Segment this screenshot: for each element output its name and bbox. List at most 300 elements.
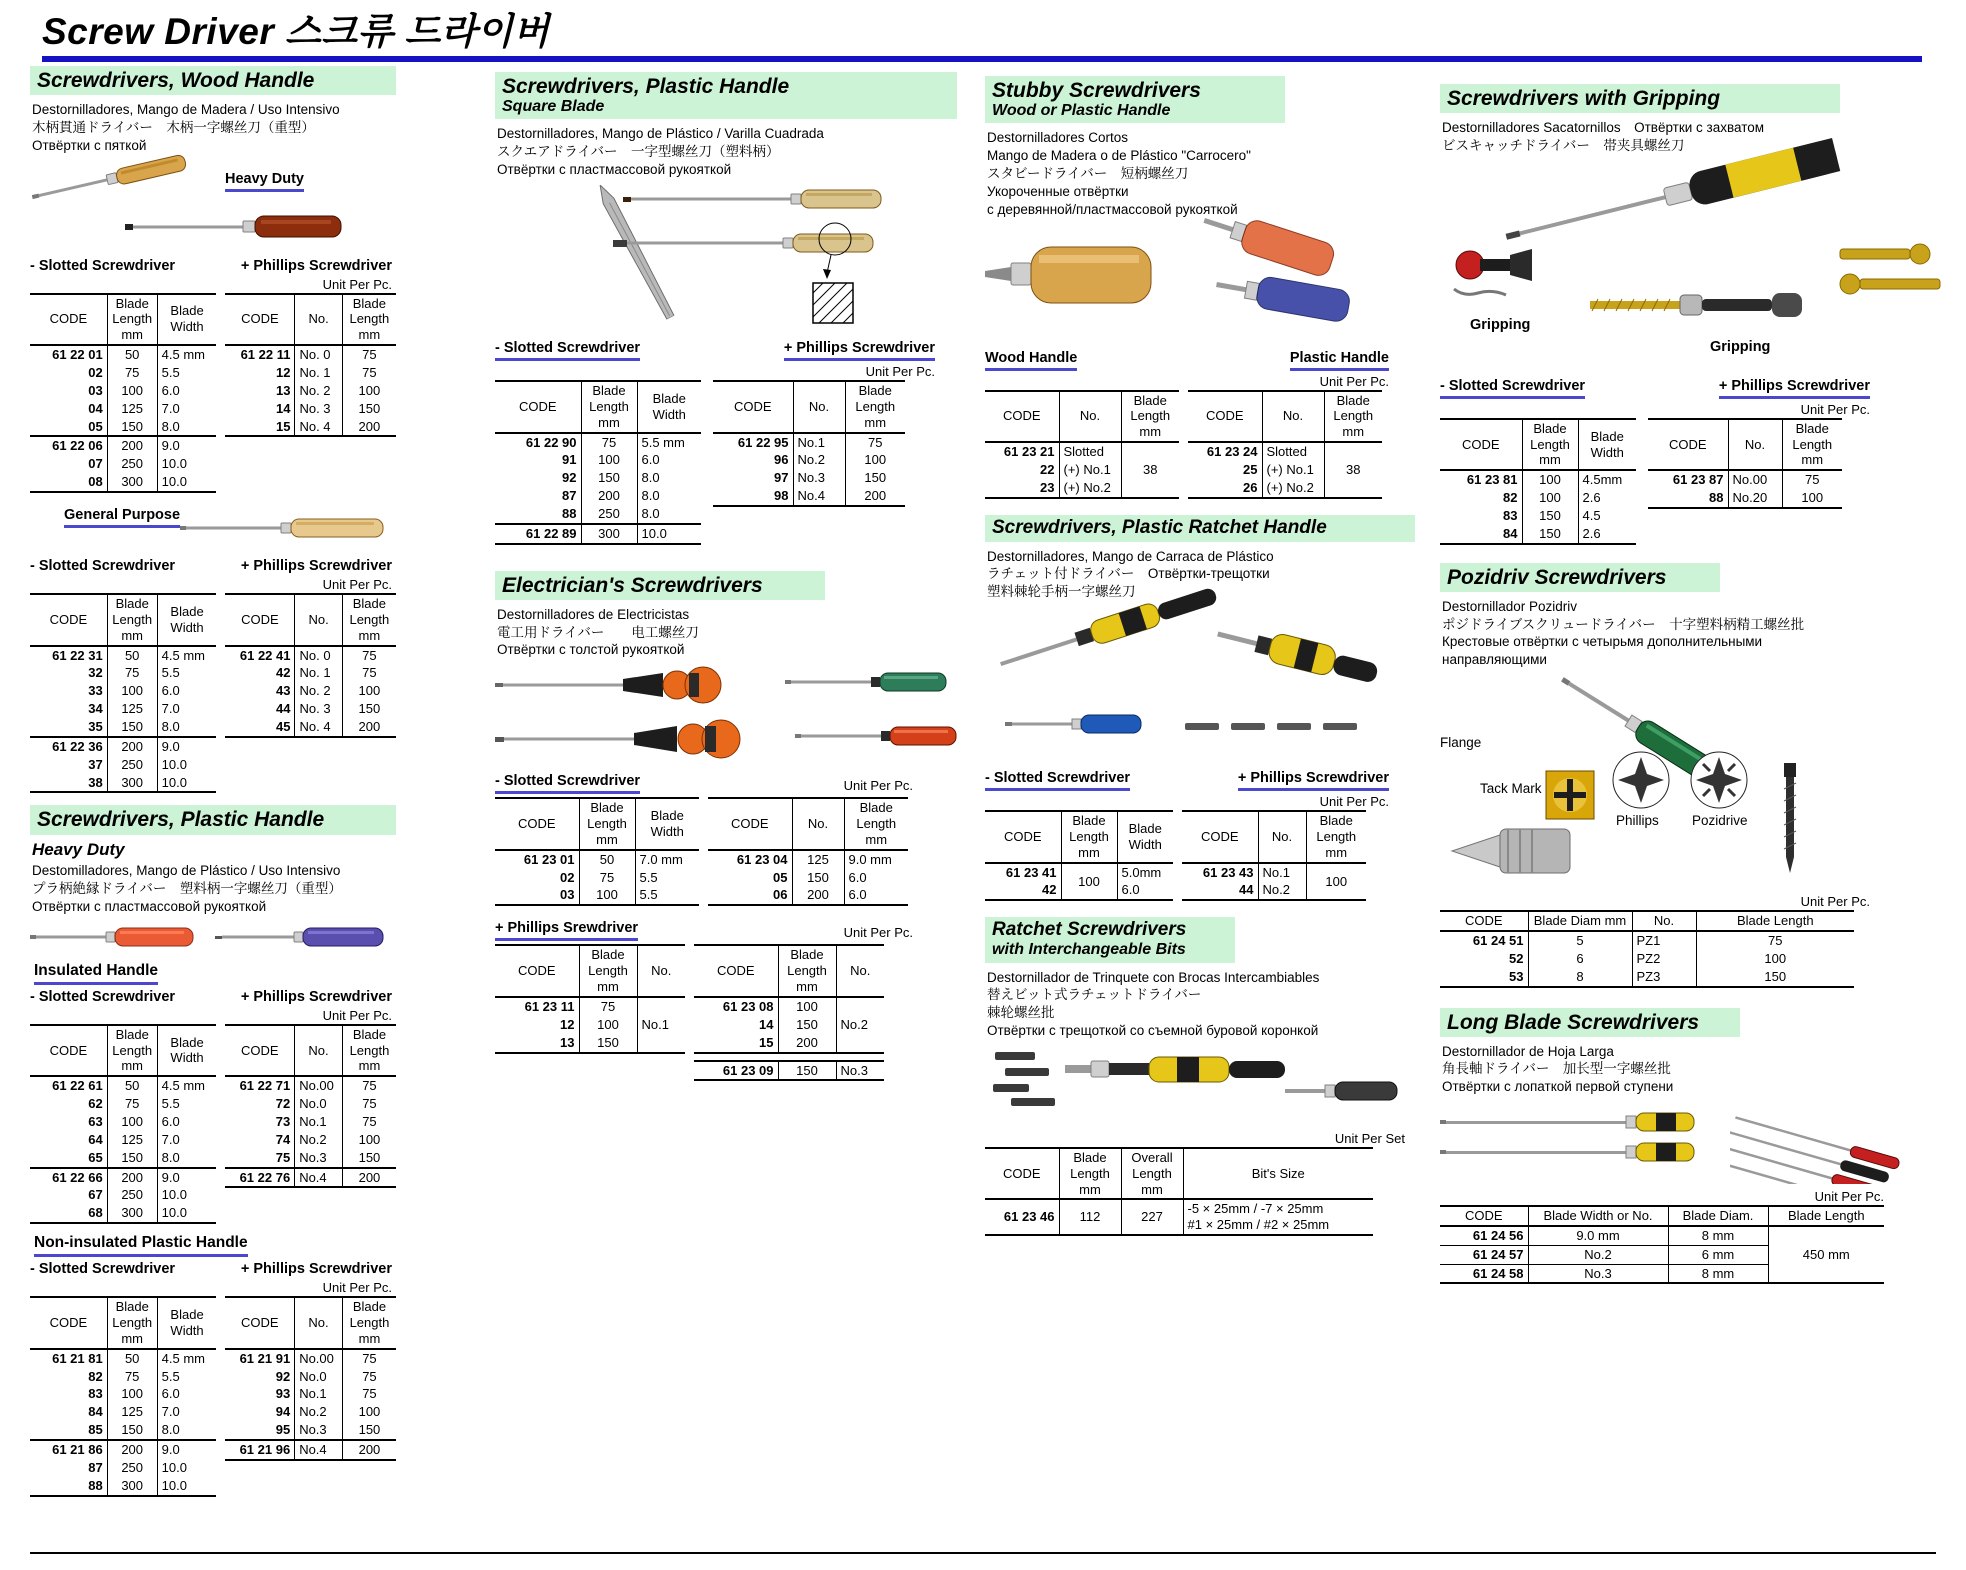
cell: 64 [88,1131,103,1147]
table-header-row [225,294,396,346]
table-row [1440,1226,1884,1245]
slotted-label: - Slotted Screwdriver [30,988,176,1005]
subtitle-es: Destornillador de Trinquete con Brocas Intercambiables [987,969,1320,985]
table-row [30,1477,216,1496]
cell: 2.6 [1578,525,1636,544]
cell: 5.5 mm [637,433,701,452]
wood-handle-photos [30,159,396,251]
cell: 4.5 mm [157,1349,216,1368]
subtitle-es: Destomilladores, Mango de Plástico / Uso Intensivo [32,863,341,879]
cell: 8.0 [157,1421,216,1440]
table-row [985,863,1173,882]
subtitle-ru2: направляющими [1442,652,1547,668]
table-row [1440,470,1636,489]
square-section-annotation [805,221,865,331]
cell: 4.5 [1578,507,1636,525]
subtitle-es: Destornilladores, Mango de Plástico / Varilla Cuadrada [497,126,824,142]
electricians-subtitles [497,606,957,659]
section-title: Screwdrivers, Plastic Handle [37,808,325,832]
table-header-row [30,594,216,646]
cell: (+) No.2 [1059,479,1121,498]
cell: 200 [845,487,905,506]
col-header: No. [1059,391,1121,443]
cell: 150 [1522,507,1578,525]
col-header: CODE [49,611,88,627]
cell: No.1 [295,1385,343,1403]
cell: 61 23 09 [722,1062,774,1078]
cell: 7.0 [157,1131,216,1149]
col-header: Blade Length mm [107,294,157,346]
cell: 61 23 41 [1005,864,1057,880]
cell: No.1 [1258,863,1306,882]
unit-label: Unit Per Set [1334,1130,1405,1146]
cell: No.3 [295,1421,343,1440]
cell: PZ3 [1632,968,1696,987]
electrician-slotted-left-table [495,797,699,906]
section-ratchet-bits-title [985,917,1235,962]
col-header: Bit's Size [1183,1148,1373,1200]
table-row [30,718,216,737]
table-row [713,451,905,469]
stubby-subtitles [987,129,1415,218]
square-blade-tables [495,380,957,545]
cell: 63 [88,1113,103,1129]
col-header: CODE [1205,408,1244,424]
cell: 100 [342,682,396,700]
section-title-line2: Square Blade [502,98,605,116]
cell: 200 [342,418,396,437]
gripping-label-2: Gripping [1710,338,1771,355]
cell: 38 [1121,442,1179,498]
section-title-line2: with Interchangeable Bits [992,941,1186,959]
cell: 75 [342,1076,396,1095]
cell: 75 [342,1095,396,1113]
cell: 45 [276,719,291,734]
pozidriv-table [1440,910,1854,987]
cell: 44 [276,701,291,717]
cell: No. 0 [295,345,342,364]
col-header: CODE [241,311,279,327]
cell: No.00 [295,1349,343,1368]
phillips-label: + Phillips Screwdriver [1719,378,1870,399]
cell: 250 [107,1186,157,1204]
cell: No.2 [1528,1245,1668,1264]
wood-gp-type-labels [30,558,392,574]
table-row [1440,525,1636,544]
cell: 5.0mm [1117,863,1173,882]
col-header: Blade Length mm [1059,1148,1121,1200]
table-row [495,487,701,505]
unit-label: Unit Per Pc. [843,778,913,794]
cell: No.1 [295,1113,343,1131]
subtitle-jp: 替えビット式ラチェットドライバー [987,987,1202,1003]
cell: 200 [792,886,844,905]
cell: 83 [1503,508,1518,524]
cell: 125 [792,850,844,869]
pozidriv-bit-photo [1450,813,1600,889]
gripping-label-1: Gripping [1470,316,1531,333]
cell: 250 [107,1459,157,1477]
table-row [30,1459,216,1477]
cell: 8 mm [1668,1264,1768,1283]
page-bottom-rule [30,1552,1936,1554]
table-row [30,1204,216,1223]
col-header: CODE [730,816,769,832]
wood-general-purpose-tables [30,593,396,793]
section-title: Pozidriv Screwdrivers [1447,565,1667,589]
col-header: Blade Length mm [342,1025,396,1077]
cell: 05 [773,869,788,885]
col-header: CODE [716,963,755,979]
subtitle-ru1: Крестовые отвёртки с четырьмя дополнительными [1442,634,1763,650]
col-header: CODE [733,398,772,414]
cell: 13 [560,1034,575,1050]
cell: No. 0 [295,646,342,665]
phillips-screwdriver-photo [125,211,393,241]
table-row [225,1385,396,1403]
electrician-phillips-header-row [495,920,915,941]
cell: 37 [88,756,103,772]
cell: 38 [1324,442,1382,498]
unit-label: Unit Per Pc. [1800,894,1870,910]
cell: 150 [778,1061,836,1081]
cell: 07 [88,456,103,472]
pozidriv-photos [1440,673,1960,891]
cell: (+) No.1 [1262,461,1324,479]
cell: 250 [107,455,157,473]
cell: 9.0 [157,737,216,756]
plastic-stubby-blue-photo [1213,266,1368,331]
table-row [30,1368,216,1386]
cell: 75 [342,345,396,364]
plastic-handle-label: Plastic Handle [1290,350,1389,371]
cell: 91 [562,452,577,468]
cell: 61 21 86 [52,1441,103,1457]
general-purpose-label: General Purpose [64,507,180,528]
cell: 150 [581,469,637,487]
ratchet-phillips-table [1182,810,1366,901]
cell: 75 [107,1095,157,1113]
stubby-wood-table [985,390,1179,499]
table-header-row [225,1297,396,1349]
small-driver-photo [1285,1078,1405,1104]
cell: No.2 [836,997,884,1053]
cell: 61 22 06 [52,438,103,454]
ratchet-bits-photos [985,1044,1415,1128]
thin-screwdrivers-fan-photo [1730,1100,1950,1184]
cell: Slotted [1059,442,1121,461]
col-header: Blade Width [637,381,701,433]
cell: 75 [581,433,637,452]
col-header: Blade Length mm [342,294,396,346]
cell: 61 22 90 [525,434,577,450]
stubby-photos [985,223,1415,343]
col-header: No. [1262,391,1324,443]
col-header: No. [295,294,342,346]
cell: 6.0 [157,1113,216,1131]
cell: 26 [1243,479,1258,495]
section-ratchet-handle-title [985,515,1415,542]
cell: 52 [1509,950,1524,966]
cell: 7.0 mm [635,850,699,869]
cell: 96 [774,452,789,468]
cell: 2.6 [1578,489,1636,507]
col-header: No. [792,798,844,850]
subtitle-es: Destornillador Pozidriv [1442,598,1578,614]
col-header: Blade Length mm [1782,419,1842,471]
cell: 61 23 04 [736,851,788,867]
col-header: No. [295,1297,343,1349]
cell: 10.0 [157,1459,216,1477]
wood-hd-phillips-table [225,293,396,438]
table-row [495,433,701,452]
table-row [694,1061,884,1081]
cell: 93 [275,1386,291,1402]
pozidrive-cross-icon [1688,749,1750,811]
cell: 61 21 91 [239,1350,291,1366]
cell: 87 [562,488,577,504]
cell: 61 22 01 [52,347,103,363]
gripping-tables [1440,418,1960,545]
cell: 61 23 81 [1466,472,1518,488]
cell [1183,1199,1373,1235]
cell: 8.0 [157,718,216,737]
subtitle-ru: Отвёртки с пяткой [32,137,147,153]
cell: No.4 [295,1168,343,1188]
slotted-label: - Slotted Screwdriver [495,773,640,794]
electrician-phillips-extra-table [694,1060,884,1082]
unit-label: Unit Per Pc. [322,276,392,292]
cell: 50 [107,646,157,665]
cell: No. 2 [295,382,342,400]
table-row [225,1076,396,1095]
table-row [30,345,216,364]
electrician-phillips-right-table [694,944,884,1053]
cell: 92 [562,470,577,486]
cell: 61 21 81 [52,1350,103,1366]
cell: 5.5 [635,869,699,887]
subtitle-cjk-ru: ラチェット付ドライバー Отвёртки-трещотки [987,566,1270,582]
table-row [30,1421,216,1440]
section-plastic-heavy-title [30,805,396,834]
electrician-slotted-screwdriver-photo [495,665,755,705]
table-row [30,682,216,700]
table-row [30,1168,216,1187]
cell: 125 [107,400,157,418]
col-header: No. [1258,811,1306,863]
cell: No.20 [1728,489,1782,508]
subtitle-cjk: プラ柄絶縁ドライバー 塑料柄一字螺丝刀（重型） [32,881,342,897]
cell: 88 [562,505,577,521]
table-row [30,1131,216,1149]
col-header: Blade Length mm [579,798,635,850]
cell: 61 23 01 [523,851,575,867]
cell: 05 [88,418,103,434]
cell: 61 22 41 [239,647,291,663]
electrician-phillips-tables [495,944,957,1053]
cell: 84 [88,1404,103,1420]
table-row [30,664,216,682]
wood-handle-label: Wood Handle [985,350,1077,371]
insulated-handle-label: Insulated Handle [34,962,158,985]
col-header: CODE [241,1314,279,1330]
table-row [30,1186,216,1204]
cell: 03 [88,382,103,398]
cell: 65 [88,1149,103,1165]
table-header-row [985,811,1173,863]
table-row [1440,968,1854,987]
cell: 9.0 mm [844,850,908,869]
section-title: Long Blade Screwdrivers [1447,1010,1700,1034]
table-row [30,364,216,382]
cell: 100 [778,997,836,1016]
subtitle-es: Destornillador de Hoja Larga [1442,1043,1614,1059]
cell: 43 [276,683,291,699]
col-header: Blade Width [157,1025,216,1077]
col-header: CODE [517,816,556,832]
cell: 12 [560,1016,575,1032]
table-header-row [225,1025,396,1077]
table-header-row [495,945,685,997]
cell: 23 [1040,479,1055,495]
cell: 75 [342,1113,396,1131]
cell: No.3 [1528,1264,1668,1283]
cell: 15 [759,1034,774,1050]
col-header: Blade Length mm [1121,391,1179,443]
cell: 67 [88,1187,103,1203]
cell: 02 [560,869,575,885]
cell: No.4 [793,487,845,506]
col-header: No. [1728,419,1782,471]
table-row [30,400,216,418]
cell: 06 [773,887,788,903]
cell: 150 [107,718,157,737]
cell: (+) No.1 [1059,461,1121,479]
unit-label: Unit Per Pc. [322,1280,392,1296]
page-header [42,12,1922,62]
table-row [225,1349,396,1368]
square-blade-subtitles [497,125,957,178]
section-wood-handle-title [30,66,396,95]
table-row [30,1385,216,1403]
phillips-cross-icon [1610,749,1672,811]
cell: 25 [1243,461,1258,477]
cell: No.00 [295,1076,343,1095]
unit-label: Unit Per Pc. [1319,794,1389,810]
cell: 61 22 66 [52,1169,103,1185]
cell: 6.0 [637,451,701,469]
insulated-slotted-table [30,1024,216,1224]
insulated-tables [30,1024,396,1224]
col-header: Blade Length mm [778,945,836,997]
cell: 100 [579,1016,637,1034]
slotted-label: - Slotted Screwdriver [985,770,1130,791]
plastic-heavy-subtitles [32,862,396,915]
cell: 75 [342,1385,396,1403]
section-title: Screwdrivers, Plastic Ratchet Handle [992,516,1327,538]
subtitle-cjk: 電工用ドライバー 电工螺丝刀 [497,624,699,640]
bits-size-line1: -5 × 25mm / -7 × 25mm [1187,1201,1324,1217]
col-header: Overall Length mm [1121,1148,1183,1200]
col-header: No. [1632,911,1696,931]
section-title: Screwdrivers, Plastic Handle [502,75,790,98]
cell: 97 [774,470,789,486]
cell: 75 [107,1368,157,1386]
table-row [495,451,701,469]
table-row [1440,950,1854,968]
table-row [708,850,908,869]
table-row [985,1199,1373,1235]
cell: 5.5 [157,664,216,682]
plastic-heavy-photos [30,920,396,956]
subtitle-cjk: ポジドライブスクリュードライバー 十字塑料柄精工螺丝批 [1442,616,1805,632]
cell: No.00 [1728,470,1782,489]
cell: 450 mm [1768,1226,1884,1284]
col-header: CODE [241,611,279,627]
cell: 22 [1040,461,1055,477]
subtitle-ru: Отвёртки с лопаткой первой ступени [1442,1079,1674,1095]
cell: 75 [342,1368,396,1386]
square-slotted-screwdriver-photo [613,231,923,255]
cell: No.3 [793,469,845,487]
phillips-label: + Phillips Screwdriver [240,988,392,1005]
table-row [30,1113,216,1131]
electrician-phillips-screwdriver-photo [495,717,775,761]
cell: No.0 [295,1368,343,1386]
cell: 100 [579,886,635,905]
cell: 150 [579,1034,637,1053]
cell: 61 22 76 [239,1169,291,1185]
cell: 125 [107,700,157,718]
cell: 8.0 [157,418,216,437]
col-header: Blade Width [1117,811,1173,863]
long-blade-photos [1440,1100,1960,1186]
cell: 9.0 [157,1440,216,1459]
cell: 100 [107,382,157,400]
cell: 100 [1696,950,1854,968]
non-insulated-label: Non-insulated Plastic Handle [34,1234,248,1257]
cell: 150 [342,1149,396,1168]
col-header: CODE [241,1042,279,1058]
col-header: Blade Width [1578,419,1636,471]
long-blade-screwdrivers-photo [1440,1110,1700,1170]
wood-slotted-screwdriver-photo [29,146,200,210]
cell: 250 [107,756,157,774]
electrician-slotted-header-row [495,773,915,794]
cell: 75 [579,997,637,1016]
tack-mark-label: Tack Mark [1480,781,1542,797]
table-row [713,487,905,506]
stubby-plastic-table [1188,390,1382,499]
cell: 6.0 [1117,881,1173,900]
cell: 150 [792,869,844,887]
table-row [225,1440,396,1460]
cell: 6.0 [157,1385,216,1403]
cell: 95 [275,1422,291,1438]
phillips-label: + Phillips Screwdriver [240,557,392,574]
unit-label: Unit Per Pc. [865,363,935,379]
cell: 150 [342,700,396,718]
cell: 200 [107,436,157,455]
col-header: CODE [1461,436,1500,452]
col-header: No. [793,381,845,433]
cell: 9.0 [157,436,216,455]
table-header-row [30,294,216,346]
cell: 7.0 [157,400,216,418]
ratchet-screwdriver-photo-2 [1213,615,1388,695]
cell: 6.0 [844,886,908,905]
square-phillips-table [713,380,905,507]
